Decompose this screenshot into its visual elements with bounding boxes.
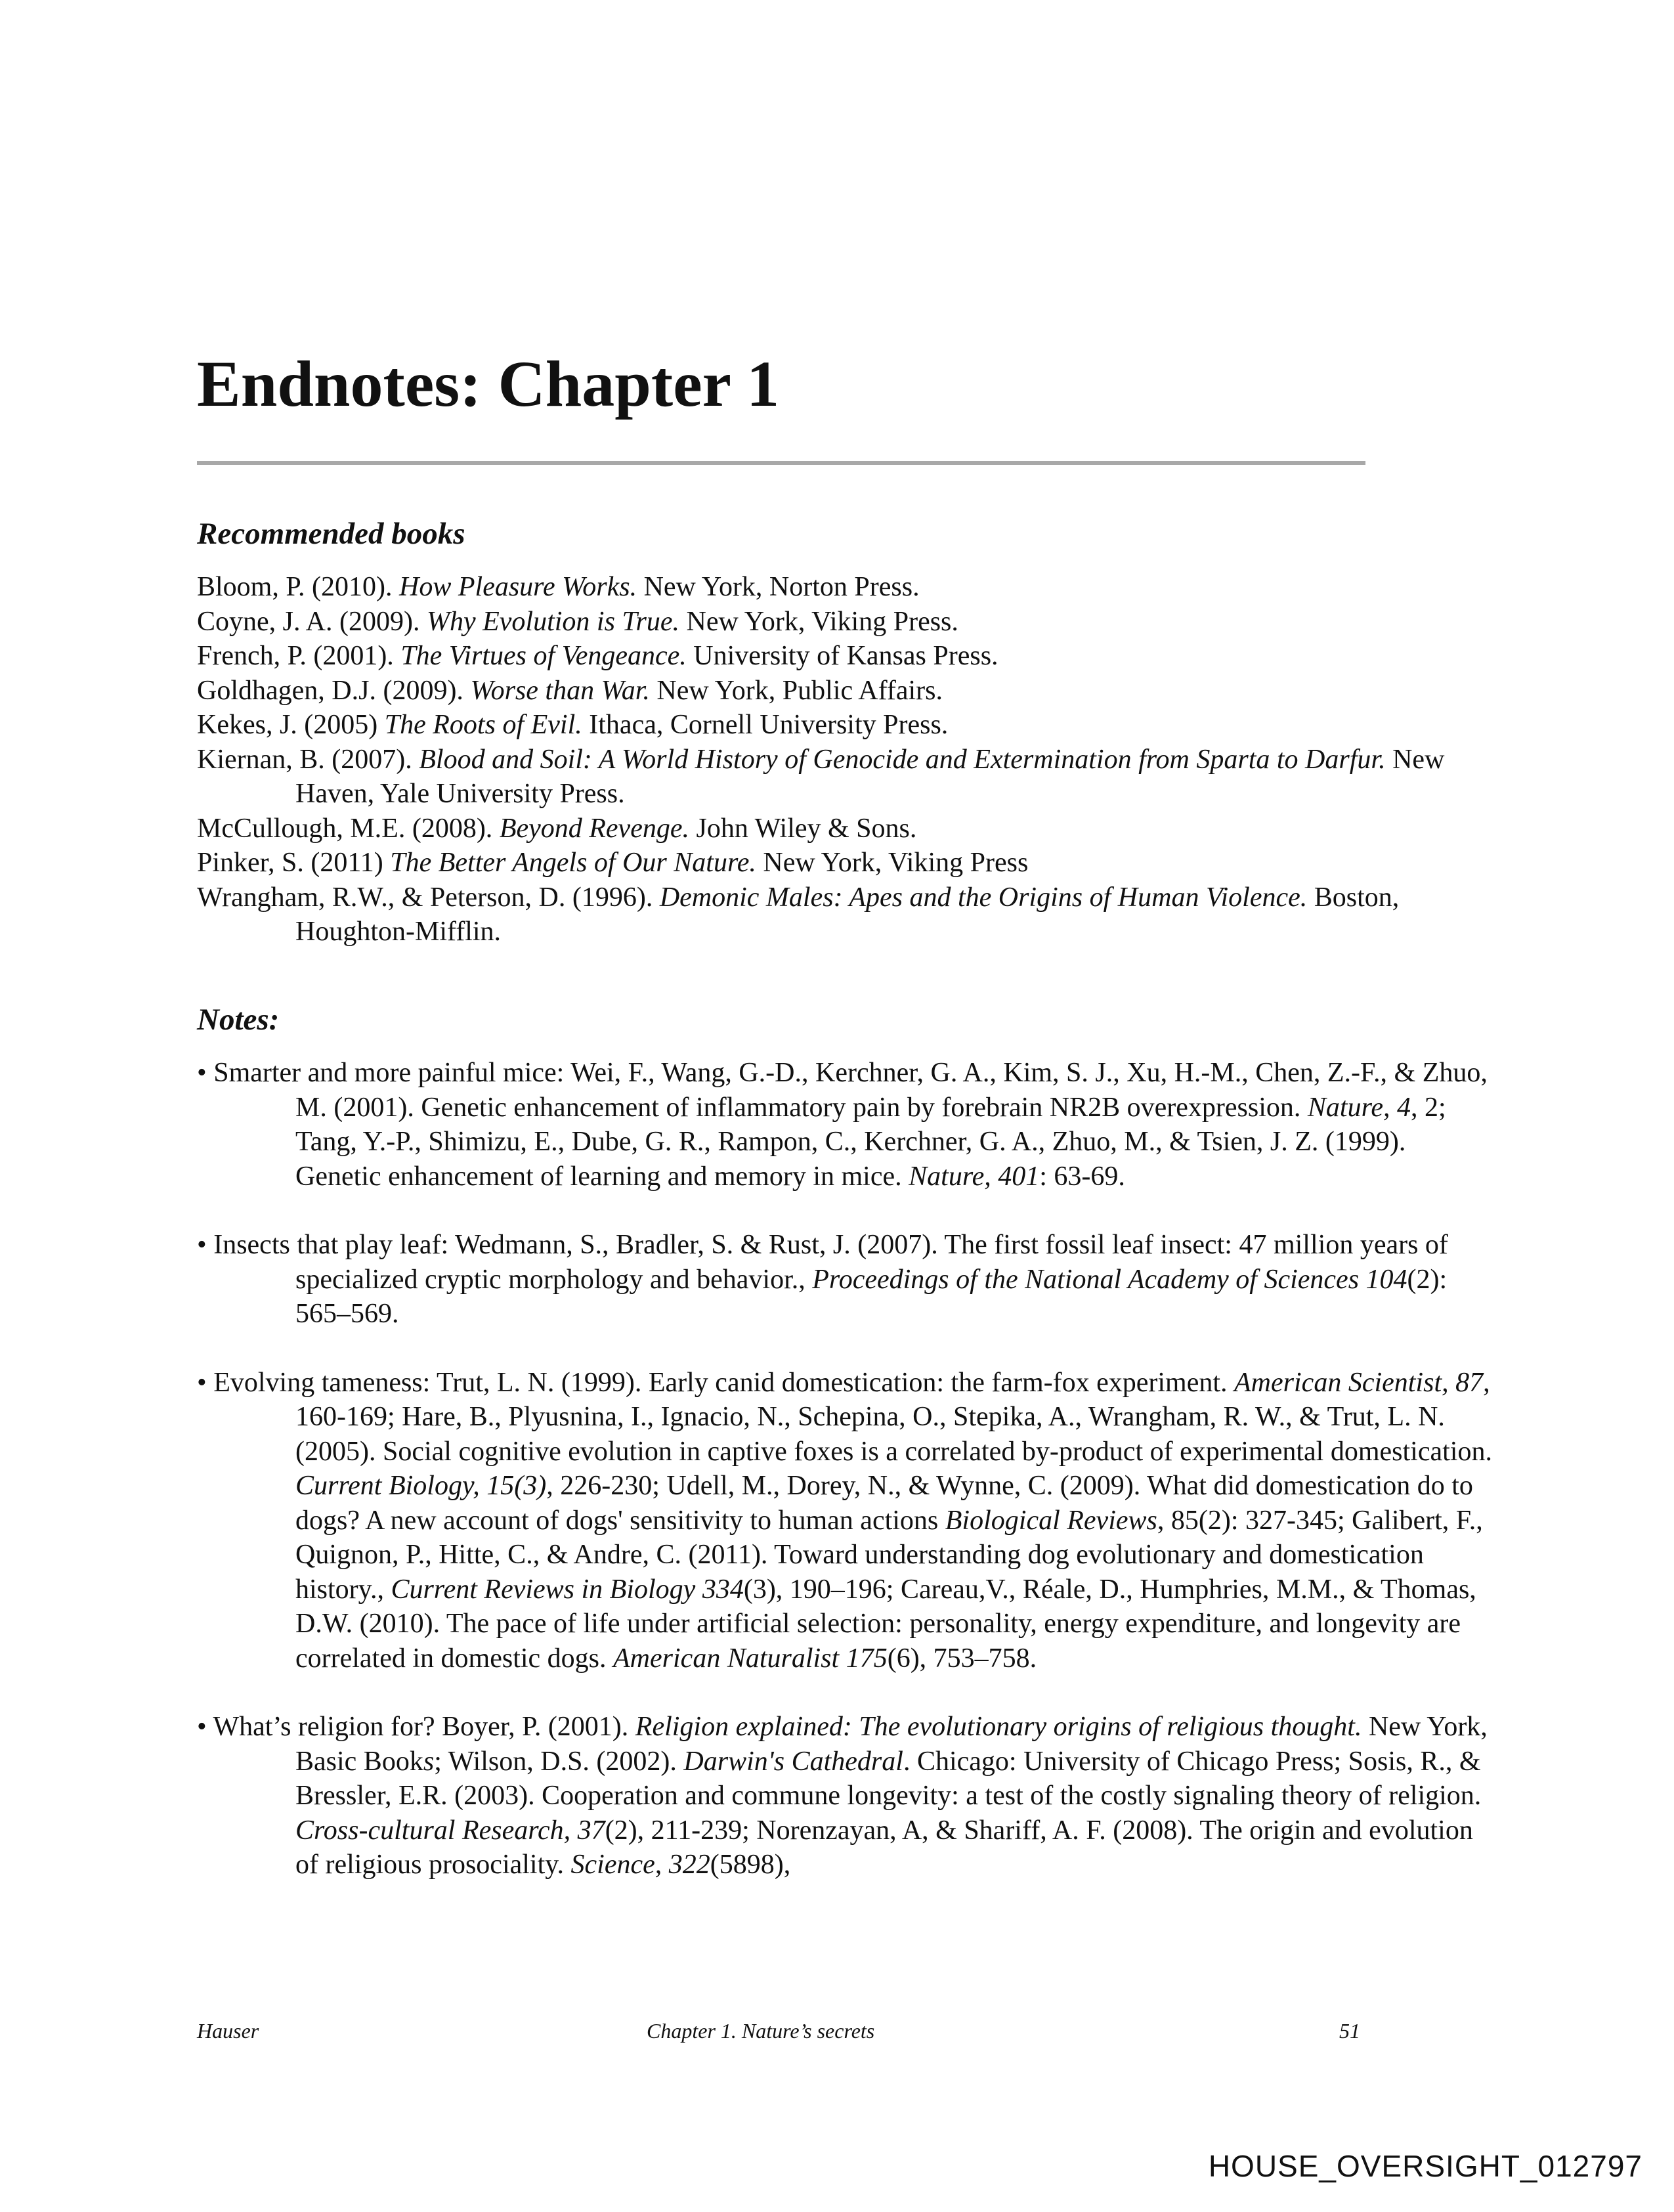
note-item: • Evolving tameness: Trut, L. N. (1999). Early canid domestication: the farm-fox experiment. American Scientist, 87, 160-169; Hare, B., Plyusnina, I., Ignacio, N., Schepina, O., Stepika, A., Wrangham, R. W., & Trut, L. N. (2005). Social cognitive evolution in captive foxes is a correlated by-product of experimental domestication. Current Biology, 15(3), 226-230; Udell, M., Dorey, N., & Wynne, C. (2009). What did domestication do to dogs? A new account of dogs' sensitivity to human actions Biological Reviews, 85(2): 327-345; Galibert, F., Quignon, P., Hitte, C., & Andre, C. (2011). Toward understanding dog evolutionary and domestication history., Current Reviews in Biology 334(3), 190–196; Careau,V., Réale, D., Humphries, M.M., & Thomas, D.W. (2010). The pace of life under artificial selection: personality, energy expenditure, and longevity are correlated in domestic dogs. American Naturalist 175(6), 753–758. [197, 1367, 1492, 1674]
recommended-books-list [197, 570, 1497, 949]
notes-list [197, 1056, 1493, 1917]
page-title: Endnotes: Chapter 1 [197, 347, 780, 420]
note-item: • Smarter and more painful mice: Wei, F., Wang, G.-D., Kerchner, G. A., Kim, S. J., Xu, H.-M., Chen, Z.-F., & Zhuo, M. (2001). Genetic enhancement of inflammatory pain by forebrain NR2B overexpression. Nature, 4, 2; Tang, Y.-P., Shimizu, E., Dube, G. R., Rampon, C., Kerchner, G. A., Zhuo, M., & Tsien, J. Z. (1999). Genetic enhancement of learning and memory in mice. Nature, 401: 63-69. [197, 1058, 1488, 1192]
book-title: Demonic Males: Apes and the Origins of Human Violence. [659, 882, 1308, 913]
note-item: • Insects that play leaf: Wedmann, S., Bradler, S. & Rust, J. (2007). The first fossil leaf insect: 47 million years of specialized cryptic morphology and behavior., Proceedings of the National Academy of Sciences 104(2): 565–569. [197, 1230, 1448, 1329]
notes-heading: Notes: [197, 1003, 280, 1037]
book-title: Beyond Revenge. [499, 813, 689, 844]
book-entry: Pinker, S. (2011) The Better Angels of Our Nature. New York, Viking Press [197, 848, 1029, 878]
footer-chapter: Chapter 1. Nature’s secrets [647, 2019, 875, 2043]
footer-page-number: 51 [1339, 2019, 1360, 2043]
book-entry: McCullough, M.E. (2008). Beyond Revenge. John Wiley & Sons. [197, 813, 917, 844]
book-title: The Better Angels of Our Nature. [390, 848, 756, 878]
book-entry: Kekes, J. (2005) The Roots of Evil. Ithaca, Cornell University Press. [197, 710, 949, 740]
bates-number: HOUSE_OVERSIGHT_012797 [1208, 2149, 1642, 2183]
book-title: The Virtues of Vengeance. [400, 641, 687, 671]
book-title: Why Evolution is True. [427, 606, 679, 637]
book-title: The Roots of Evil. [384, 710, 582, 740]
book-entry: Goldhagen, D.J. (2009). Worse than War. New York, Public Affairs. [197, 675, 943, 706]
title-divider [197, 461, 1365, 465]
book-title: Blood and Soil: A World History of Genocide and Extermination from Sparta to Darfur. [419, 744, 1386, 775]
footer-author: Hauser [197, 2019, 259, 2043]
book-entry: French, P. (2001). The Virtues of Vengeance. University of Kansas Press. [197, 641, 998, 671]
book-entry: Coyne, J. A. (2009). Why Evolution is True. New York, Viking Press. [197, 606, 958, 637]
book-entry: Kiernan, B. (2007). Blood and Soil: A World History of Genocide and Extermination from Sparta to Darfur. New Haven, Yale University Press. [197, 744, 1445, 809]
book-entry: Wrangham, R.W., & Peterson, D. (1996). Demonic Males: Apes and the Origins of Human Violence. Boston, Houghton-Mifflin. [197, 882, 1400, 947]
book-entry: Bloom, P. (2010). How Pleasure Works. New York, Norton Press. [197, 572, 920, 602]
note-item: • What’s religion for? Boyer, P. (2001). Religion explained: The evolutionary origins of religious thought. New York, Basic Books; Wilson, D.S. (2002). Darwin's Cathedral. Chicago: University of Chicago Press; Sosis, R., & Bressler, E.R. (2003). Cooperation and commune longevity: a test of the costly signaling theory of religion. Cross-cultural Research, 37(2), 211-239; Norenzayan, A, & Shariff, A. F. (2008). The origin and evolution of religious prosociality. Science, 322(5898), [197, 1712, 1488, 1880]
book-title: How Pleasure Works. [399, 572, 637, 602]
recommended-books-heading: Recommended books [197, 517, 465, 551]
book-title: Worse than War. [470, 675, 650, 706]
